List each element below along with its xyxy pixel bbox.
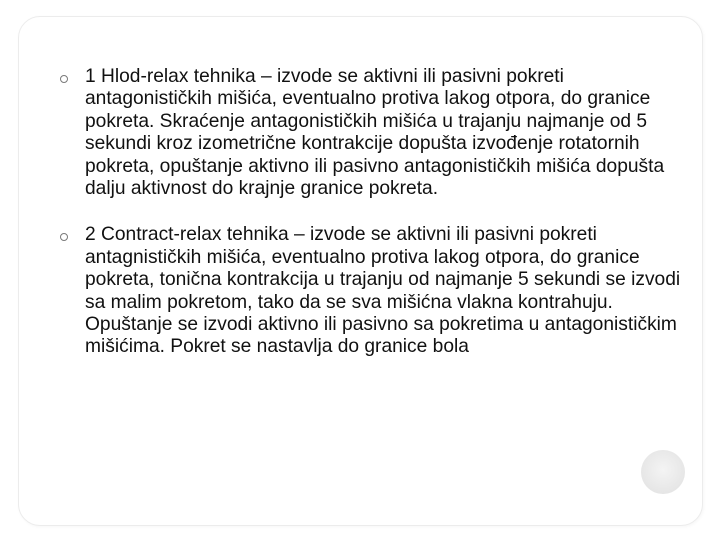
- bullet-list: [60, 66, 690, 383]
- bullet-item-2: [60, 224, 690, 358]
- bullet-item-1: [60, 66, 690, 200]
- ring-bullet-icon: [60, 75, 68, 83]
- decorative-circle-icon: [641, 450, 685, 494]
- bullet-text-2: 2 Contract-relax tehnika – izvode se aktivni ili pasivni pokreti antagnističkih mišića, eventualno protiva lakog otpora, do granice pokreta, tonična kontrakcija u trajanju od najmanje 5 sekundi se izvodi sa malim pokretom, tako da se sva mišićna vlakna kontrahuju. Opuštanje se izvodi aktivno ili pasivno sa pokretima u antagonističkim mišićima. Pokret se nastavlja do granice bola: [85, 224, 681, 358]
- bullet-text-1: 1 Hlod-relax tehnika – izvode se aktivni ili pasivni pokreti antagonističkih mišića, eventualno protiva lakog otpora, do granice pokreta. Skraćenje antagonističkih mišića u trajanju najmanje od 5 sekundi kroz izometrične kontrakcije dopušta izvođenje rotatornih pokreta, opuštanje aktivno ili pasivno antagonističkih mišića dopušta dalju aktivnost do krajnje granice pokreta.: [85, 66, 665, 200]
- ring-bullet-icon: [60, 233, 68, 241]
